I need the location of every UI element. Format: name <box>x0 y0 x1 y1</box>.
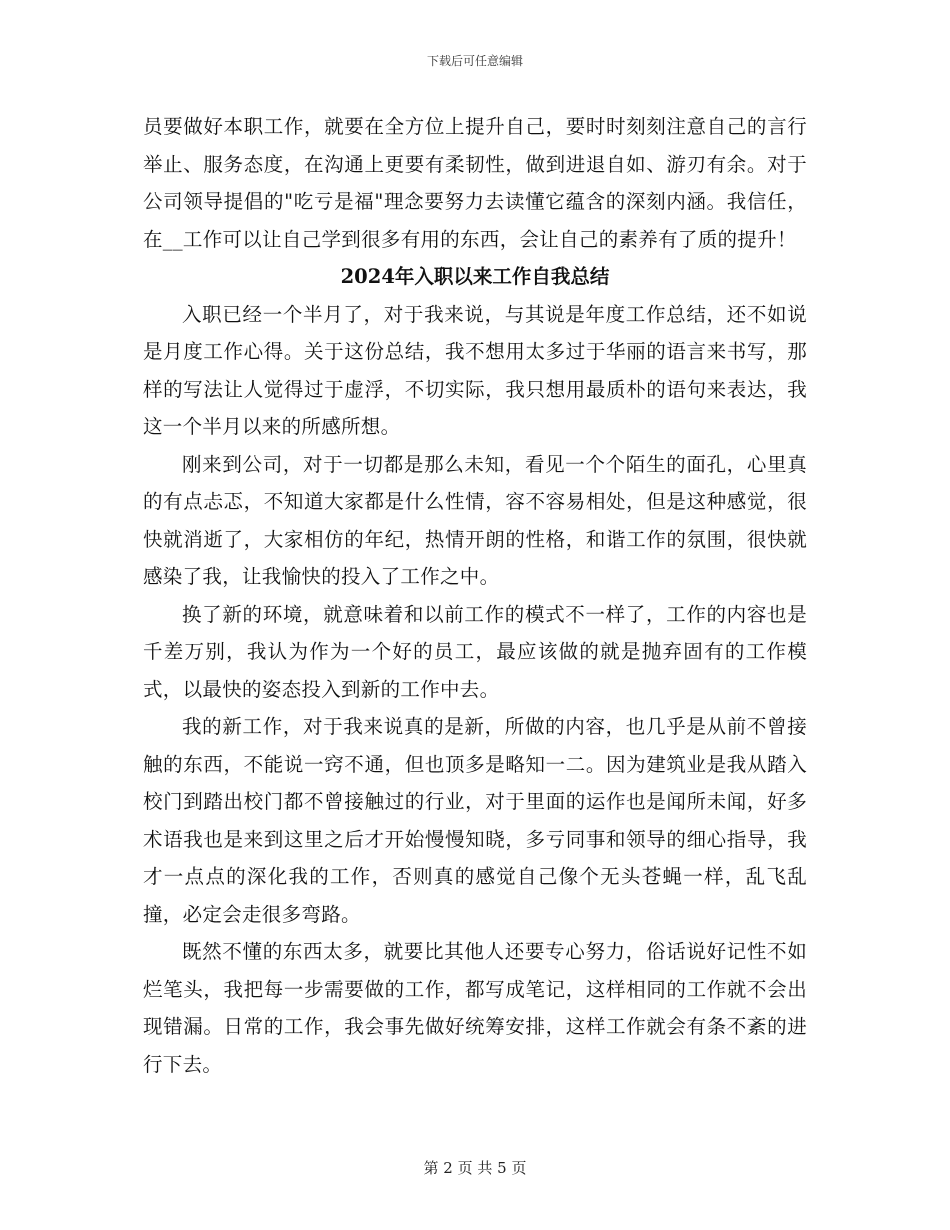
paragraph-1: 入职已经一个半月了，对于我来说，与其说是年度工作总结，还不如说是月度工作心得。关于这份总结，我不想用太多过于华丽的语言来书写，那样的写法让人觉得过于虚浮，不切实际，我只想用最质朴的语句来表达，我这一个半月以来的所感所想。 <box>143 302 807 438</box>
section-title: 2024年入职以来工作自我总结 <box>340 265 610 288</box>
page-footer: 第 2 页 共 5 页 <box>423 1159 527 1177</box>
paragraph-5: 既然不懂的东西太多，就要比其他人还要专心努力，俗话说好记性不如烂笔头，我把每一步需要做的工作，都写成笔记，这样相同的工作就不会出现错漏。日常的工作，我会事先做好统筹安排，这样工作就会有条不紊的进行下去。 <box>143 940 807 1076</box>
continued-paragraph: 员要做好本职工作，就要在全方位上提升自己，要时时刻刻注意自己的言行举止、服务态度，在沟通上更要有柔韧性，做到进退自如、游刃有余。对于公司领导提倡的"吃亏是福"理念要努力去读懂它蕴含的深刻内涵。我信任，在__工作可以让自己学到很多有用的东西，会让自己的素养有了质的提升！ <box>143 115 807 251</box>
document-body <box>143 108 807 1083</box>
page-header: 下载后可任意编辑 <box>426 54 523 68</box>
paragraph-3: 换了新的环境，就意味着和以前工作的模式不一样了，工作的内容也是千差万别，我认为作为一个好的员工，最应该做的就是抛弃固有的工作模式，以最快的姿态投入到新的工作中去。 <box>143 602 807 701</box>
paragraph-4: 我的新工作，对于我来说真的是新，所做的内容，也几乎是从前不曾接触的东西，不能说一窍不通，但也顶多是略知一二。因为建筑业是我从踏入校门到踏出校门都不曾接触过的行业，对于里面的运作也是闻所未闻，好多术语我也是来到这里之后才开始慢慢知晓，多亏同事和领导的细心指导，我才一点点的深化我的工作，否则真的感觉自己像个无头苍蝇一样，乱飞乱撞，必定会走很多弯路。 <box>143 715 807 926</box>
paragraph-2: 刚来到公司，对于一切都是那么未知，看见一个个陌生的面孔，心里真的有点忐忑，不知道大家都是什么性情，容不容易相处，但是这种感觉，很快就消逝了，大家相仿的年纪，热情开朗的性格，和谐工作的氛围，很快就感染了我，让我愉快的投入了工作之中。 <box>143 452 807 588</box>
